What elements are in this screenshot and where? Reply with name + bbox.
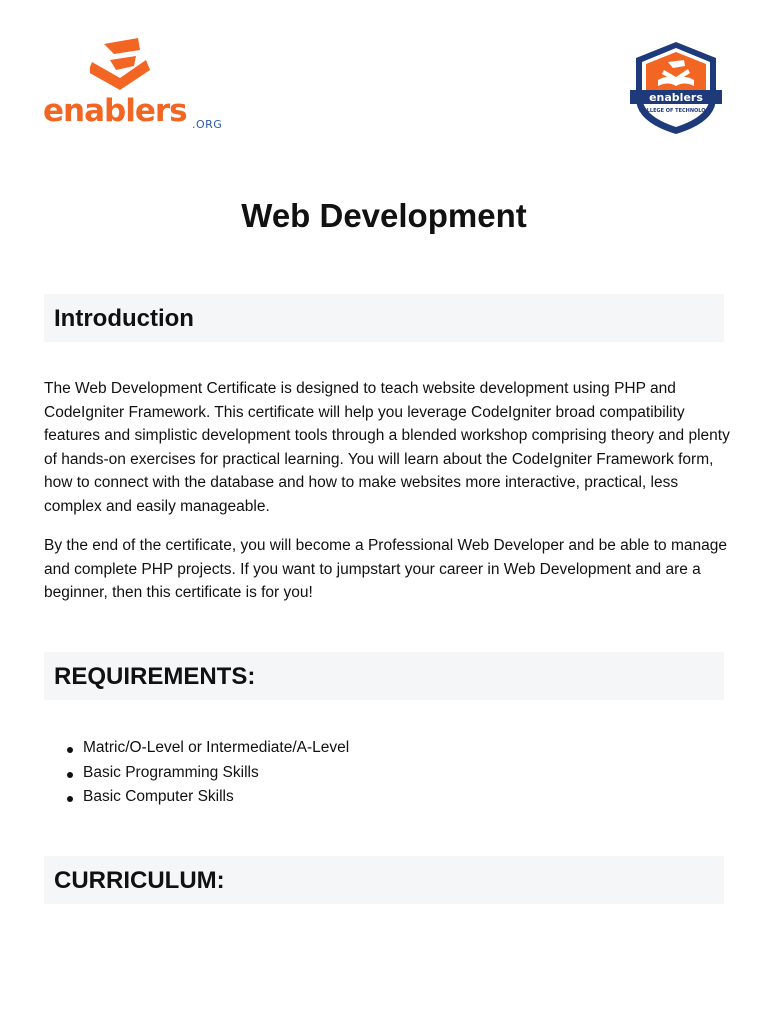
requirements-heading: REQUIREMENTS: bbox=[54, 663, 256, 690]
introduction-heading: Introduction bbox=[54, 305, 194, 332]
page-title: Web Development bbox=[241, 197, 527, 234]
requirements-list bbox=[44, 736, 349, 810]
college-badge-logo bbox=[628, 40, 724, 136]
list-item: Basic Programming Skills bbox=[44, 761, 349, 786]
list-item: Matric/O-Level or Intermediate/A-Level bbox=[44, 736, 349, 761]
badge-subtext: COLLEGE OF TECHNOLOGY bbox=[638, 108, 714, 114]
enablers-e-icon bbox=[90, 38, 156, 96]
brand-wordmark: enablers bbox=[43, 93, 187, 129]
intro-paragraph-1: The Web Development Certificate is designed to teach website development using PHP and CodeIgniter Framework. This certificate will help you leverage CodeIgniter broad compatibility features and simplistic development tools through a blended workshop comprising theory and plenty of hands-on exercises for practical learning. You will learn about the CodeIgniter Framework form, how to connect with the database and how to make websites more interactive, practical, less complex and easily manageable. bbox=[44, 380, 730, 515]
requirements-heading-bar bbox=[44, 652, 724, 700]
intro-paragraph-2: By the end of the certificate, you will become a Professional Web Developer and be able to manage and complete PHP projects. If you want to jumpstart your career in Web Development and are a beginner, then this certificate is for you! bbox=[44, 537, 727, 602]
college-badge-icon bbox=[628, 40, 724, 136]
brand-suffix: .ORG bbox=[192, 118, 223, 131]
badge-wordmark: enablers bbox=[649, 91, 703, 104]
curriculum-heading: CURRICULUM: bbox=[54, 867, 225, 894]
introduction-heading-bar bbox=[44, 294, 724, 342]
curriculum-heading-bar bbox=[44, 856, 724, 904]
enablers-logo bbox=[40, 38, 230, 138]
list-item: Basic Computer Skills bbox=[44, 785, 349, 810]
